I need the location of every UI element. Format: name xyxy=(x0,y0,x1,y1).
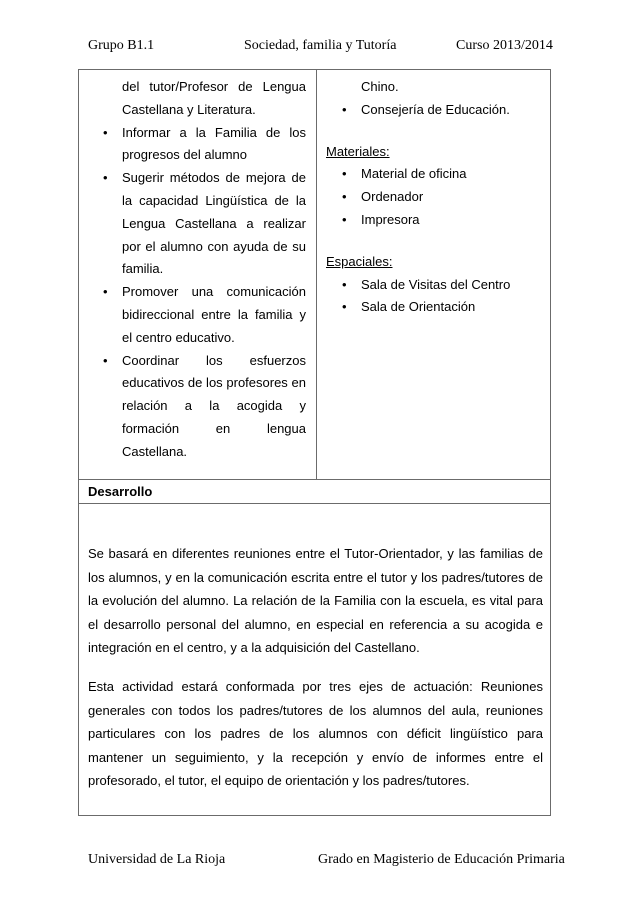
spaces-list xyxy=(326,274,541,320)
row-divider-top xyxy=(78,479,551,480)
objective-continuation: del tutor/Profesor de Lengua Castellana y Literatura. xyxy=(122,79,306,117)
list-item: • Promover una comunicación bidireccional entre la familia y el centro educativo. xyxy=(122,281,306,349)
list-item: • Sala de Visitas del Centro xyxy=(361,274,541,297)
bullet-icon: • xyxy=(342,211,347,227)
footer-degree: Grado en Magisterio de Educación Primaria xyxy=(318,852,565,867)
list-item: • Coordinar los esfuerzos educativos de los profesores en relación a la acogida y formación en lengua Castellana. xyxy=(122,350,306,464)
header-course-title: Sociedad, familia y Tutoría xyxy=(244,38,397,53)
bullet-icon: • xyxy=(103,170,108,186)
list-item: • Sugerir métodos de mejora de la capacidad Lingüística de la Lengua Castellana a realizar por el alumno con ayuda de su familia. xyxy=(122,167,306,281)
column-divider xyxy=(316,69,317,480)
resources-column xyxy=(326,76,541,319)
list-item: • Sala de Orientación xyxy=(361,296,541,319)
materials-label: Materiales: xyxy=(326,143,390,159)
list-item: • Informar a la Familia de los progresos del alumno xyxy=(122,122,306,168)
header-year: Curso 2013/2014 xyxy=(456,38,553,53)
row-divider-title xyxy=(78,503,551,504)
list-item: • Ordenador xyxy=(361,186,541,209)
bullet-icon: • xyxy=(103,124,108,140)
list-item: • Consejería de Educación. xyxy=(361,99,541,122)
bullet-icon: • xyxy=(342,276,347,292)
development-paragraph-2: Esta actividad estará conformada por tres ejes de actuación: Reuniones generales con todos los padres/tutores de los alumnos del aula, reuniones particulares con los padres de los alumnos con déficit lingüístico para mantener un seguimiento, y la recepción y envío de informes entre el profesorado, el tutor, el equipo de orientación y los padres/tutores. xyxy=(88,679,543,789)
bullet-icon: • xyxy=(103,352,108,368)
bullet-icon: • xyxy=(342,299,347,315)
section-title-desarrollo: Desarrollo xyxy=(88,484,153,499)
spaces-label: Espaciales: xyxy=(326,253,393,269)
header-group: Grupo B1.1 xyxy=(88,38,155,53)
materials-list xyxy=(326,163,541,231)
objectives-column xyxy=(103,76,306,464)
bullet-icon: • xyxy=(342,166,347,182)
agents-list xyxy=(326,99,541,122)
footer-university: Universidad de La Rioja xyxy=(88,852,226,867)
objectives-list xyxy=(103,122,306,464)
development-paragraph-1: Se basará en diferentes reuniones entre el Tutor-Orientador, y las familias de los alumnos, y en la comunicación escrita entre el tutor y los padres/tutores de la evolución del alumno. La relación de la Familia con la escuela, es vital para el desarrollo personal del alumno, en especial en referencia a su acogida e integración en el centro, y a la adquisición del Castellano. xyxy=(88,546,543,656)
bullet-icon: • xyxy=(103,284,108,300)
bullet-icon: • xyxy=(342,101,347,117)
bullet-icon: • xyxy=(342,189,347,205)
list-item: • Impresora xyxy=(361,209,541,232)
list-item: • Material de oficina xyxy=(361,163,541,186)
resource-continuation: Chino. xyxy=(361,79,399,94)
